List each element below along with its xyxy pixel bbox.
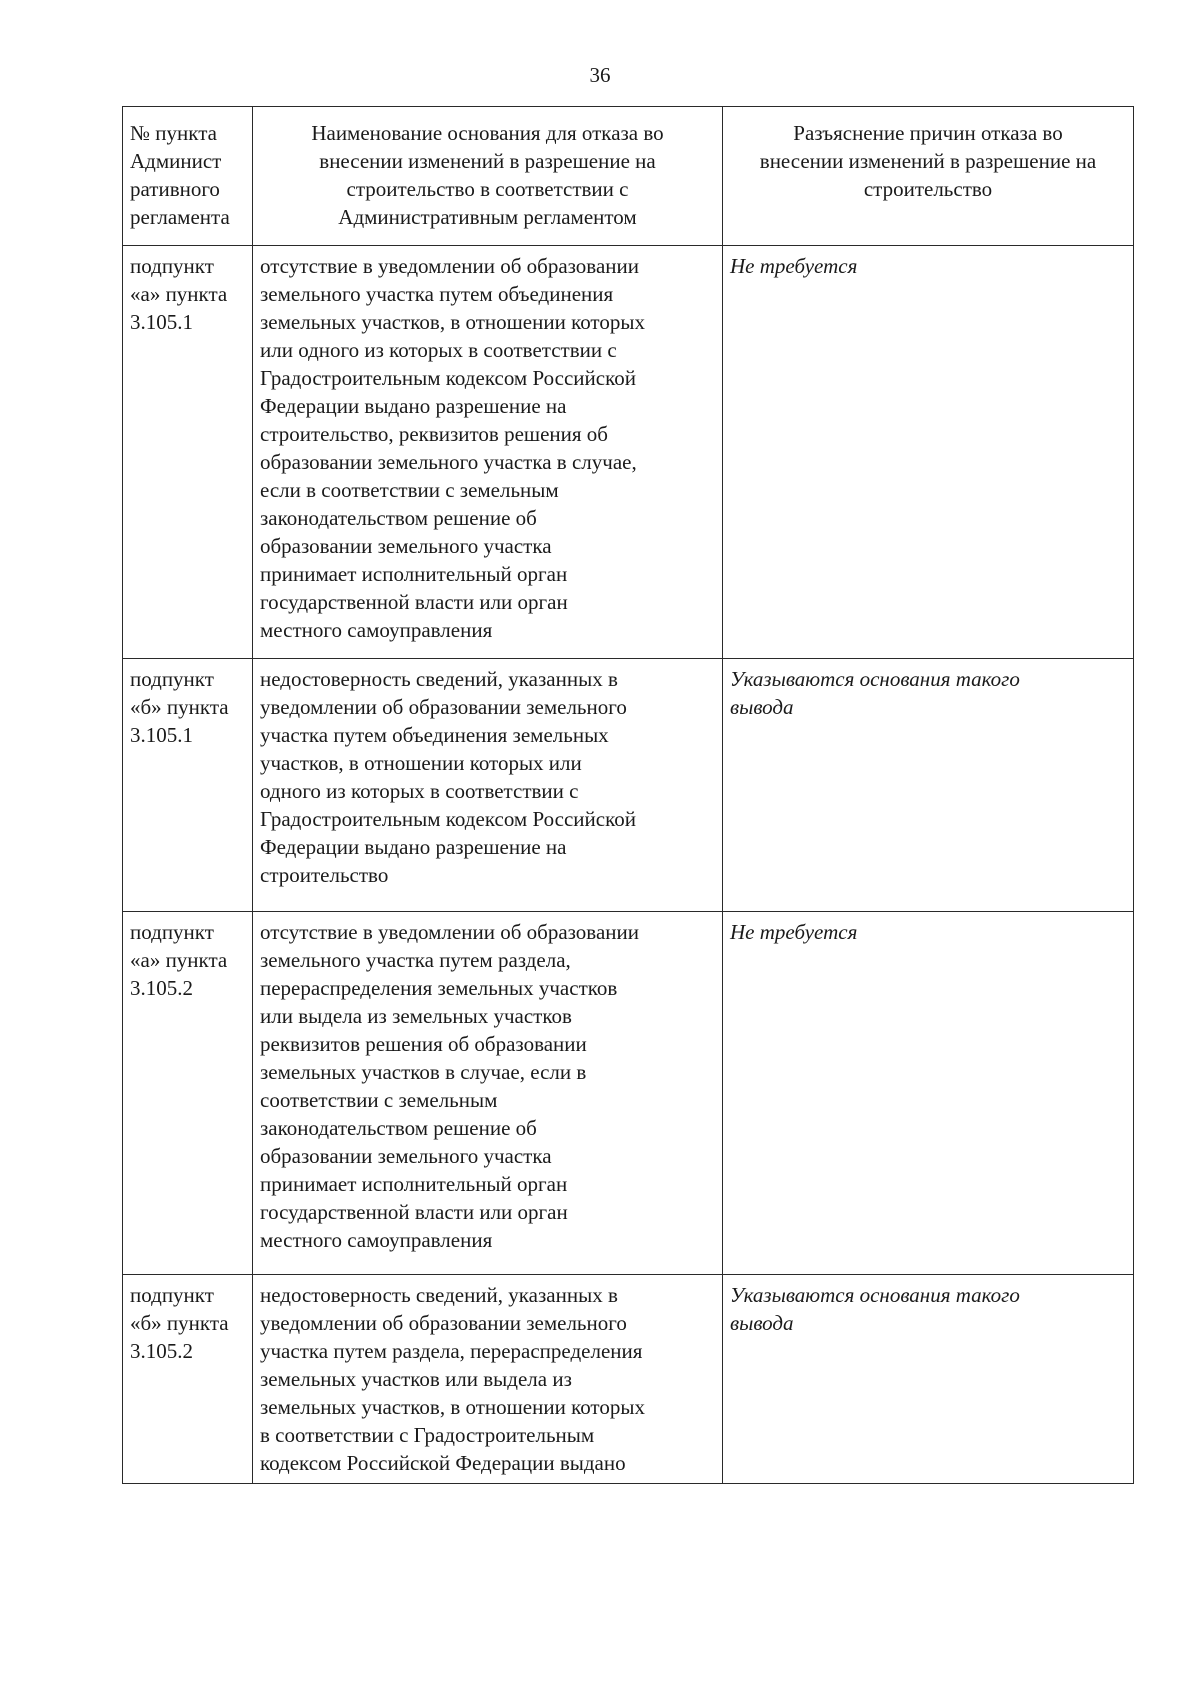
- cell-line: Федерации выдано разрешение на: [260, 835, 567, 859]
- cell-line: строительство: [260, 863, 389, 887]
- refusal-explanation-cell: [723, 912, 1134, 1275]
- cell-line: государственной власти или орган: [260, 590, 568, 614]
- cell-line: «а» пункта: [130, 948, 228, 972]
- cell-line: Не требуется: [730, 254, 858, 278]
- refusal-basis-cell: [253, 1275, 723, 1484]
- cell-line: подпункт: [130, 667, 214, 691]
- cell-line: Указываются основания такого: [730, 667, 1020, 691]
- header-line: Разъяснение причин отказа во: [793, 121, 1063, 145]
- cell-line: перераспределения земельных участков: [260, 976, 618, 1000]
- cell-line: подпункт: [130, 1283, 214, 1307]
- paragraph-number-cell: [123, 659, 253, 912]
- table-header-row: [123, 107, 1134, 246]
- cell-line: земельного участка путем объединения: [260, 282, 614, 306]
- refusal-basis-cell: [253, 246, 723, 659]
- table-row: [123, 246, 1134, 659]
- cell-line: участка путем раздела, перераспределения: [260, 1339, 643, 1363]
- cell-line: одного из которых в соответствии с: [260, 779, 579, 803]
- cell-line: уведомлении об образовании земельного: [260, 1311, 627, 1335]
- cell-line: Федерации выдано разрешение на: [260, 394, 567, 418]
- cell-line: образовании земельного участка в случае,: [260, 450, 637, 474]
- cell-line: 3.105.1: [130, 723, 193, 747]
- refusal-explanation-cell: [723, 246, 1134, 659]
- refusal-grounds-table: [122, 106, 1134, 1484]
- cell-line: образовании земельного участка: [260, 534, 552, 558]
- cell-line: отсутствие в уведомлении об образовании: [260, 254, 639, 278]
- cell-line: «а» пункта: [130, 282, 228, 306]
- cell-line: уведомлении об образовании земельного: [260, 695, 627, 719]
- refusal-explanation-cell: [723, 659, 1134, 912]
- cell-line: земельных участков или выдела из: [260, 1367, 572, 1391]
- cell-line: реквизитов решения об образовании: [260, 1032, 587, 1056]
- header-paragraph-number: [123, 107, 253, 246]
- cell-line: «б» пункта: [130, 695, 229, 719]
- table-row: [123, 659, 1134, 912]
- cell-line: принимает исполнительный орган: [260, 1172, 568, 1196]
- cell-line: вывода: [730, 695, 794, 719]
- cell-line: участка путем объединения земельных: [260, 723, 609, 747]
- cell-line: законодательством решение об: [260, 1116, 537, 1140]
- header-refusal-basis: [253, 107, 723, 246]
- cell-line: образовании земельного участка: [260, 1144, 552, 1168]
- cell-line: Указываются основания такого: [730, 1283, 1020, 1307]
- cell-line: земельных участков в случае, если в: [260, 1060, 587, 1084]
- header-refusal-explanation: [723, 107, 1134, 246]
- cell-line: подпункт: [130, 254, 214, 278]
- header-line: регламента: [130, 205, 230, 229]
- cell-line: Не требуется: [730, 920, 858, 944]
- cell-line: Градостроительным кодексом Российской: [260, 366, 636, 390]
- refusal-basis-cell: [253, 659, 723, 912]
- cell-line: земельного участка путем раздела,: [260, 948, 571, 972]
- cell-line: местного самоуправления: [260, 1228, 493, 1252]
- cell-line: местного самоуправления: [260, 618, 493, 642]
- table-row: [123, 912, 1134, 1275]
- cell-line: или выдела из земельных участков: [260, 1004, 572, 1028]
- cell-line: вывода: [730, 1311, 794, 1335]
- cell-line: 3.105.2: [130, 1339, 193, 1363]
- cell-line: отсутствие в уведомлении об образовании: [260, 920, 639, 944]
- cell-line: кодексом Российской Федерации выдано: [260, 1451, 626, 1475]
- header-line: Административным регламентом: [338, 205, 637, 229]
- cell-line: недостоверность сведений, указанных в: [260, 1283, 618, 1307]
- cell-line: участков, в отношении которых или: [260, 751, 582, 775]
- cell-line: подпункт: [130, 920, 214, 944]
- header-line: Админист: [130, 149, 222, 173]
- cell-line: строительство, реквизитов решения об: [260, 422, 608, 446]
- header-line: внесении изменений в разрешение на: [759, 149, 1097, 173]
- cell-line: или одного из которых в соответствии с: [260, 338, 617, 362]
- cell-line: 3.105.2: [130, 976, 193, 1000]
- header-line: № пункта: [130, 121, 217, 145]
- cell-line: принимает исполнительный орган: [260, 562, 568, 586]
- paragraph-number-cell: [123, 246, 253, 659]
- table-row: [123, 1275, 1134, 1484]
- cell-line: «б» пункта: [130, 1311, 229, 1335]
- paragraph-number-cell: [123, 1275, 253, 1484]
- refusal-basis-cell: [253, 912, 723, 1275]
- cell-line: земельных участков, в отношении которых: [260, 1395, 645, 1419]
- paragraph-number-cell: [123, 912, 253, 1275]
- header-line: строительство в соответствии с: [346, 177, 629, 201]
- header-line: ративного: [130, 177, 220, 201]
- header-line: строительство: [863, 177, 993, 201]
- page-number: 36: [589, 63, 611, 87]
- cell-line: соответствии с земельным: [260, 1088, 498, 1112]
- cell-line: недостоверность сведений, указанных в: [260, 667, 618, 691]
- cell-line: в соответствии с Градостроительным: [260, 1423, 595, 1447]
- cell-line: 3.105.1: [130, 310, 193, 334]
- header-line: Наименование основания для отказа во: [311, 121, 664, 145]
- cell-line: законодательством решение об: [260, 506, 537, 530]
- cell-line: Градостроительным кодексом Российской: [260, 807, 636, 831]
- cell-line: земельных участков, в отношении которых: [260, 310, 645, 334]
- cell-line: если в соответствии с земельным: [260, 478, 559, 502]
- refusal-explanation-cell: [723, 1275, 1134, 1484]
- cell-line: государственной власти или орган: [260, 1200, 568, 1224]
- header-line: внесении изменений в разрешение на: [319, 149, 656, 173]
